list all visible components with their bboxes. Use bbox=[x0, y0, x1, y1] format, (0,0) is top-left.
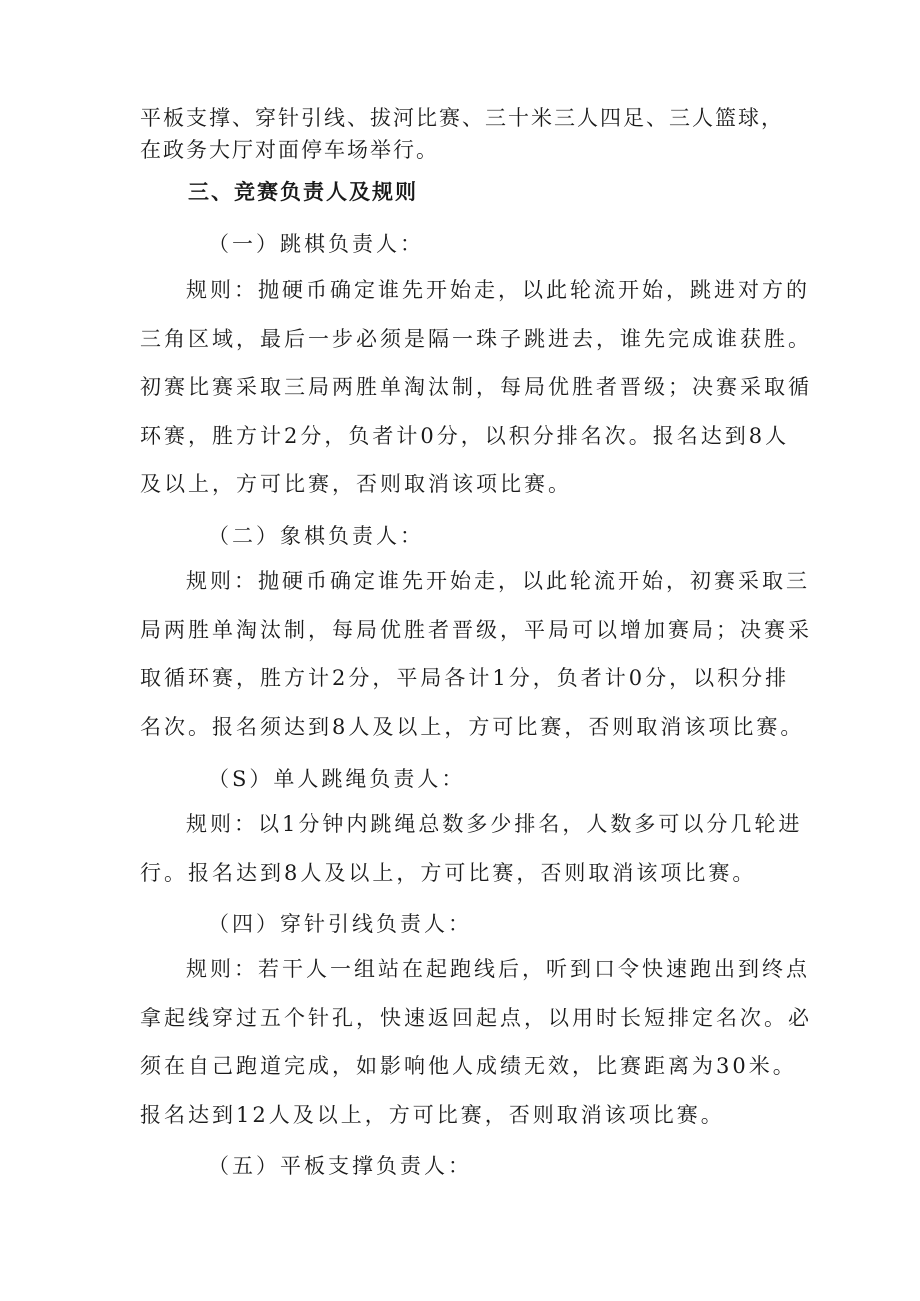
item-heading-tiaosheng: （S）单人跳绳负责人： bbox=[208, 767, 466, 791]
rule-line: 规则：若干人一组站在起跑线后，听到口令快速跑出到终点 bbox=[186, 957, 810, 981]
section-heading: 三、竞赛负责人及规则 bbox=[188, 180, 418, 204]
rule-line: 取循环赛，胜方计2分，平局各计1分，负者计0分，以积分排 bbox=[140, 666, 790, 690]
rule-line: 拿起线穿过五个针孔，快速返回起点，以用时长短排定名次。必 bbox=[140, 1005, 812, 1030]
item-heading-chuanzhen: （四）穿针引线负责人： bbox=[208, 912, 472, 936]
rule-line: 须在自己跑道完成，如影响他人成绩无效，比赛距离为30米。 bbox=[140, 1054, 797, 1078]
rule-line: 报名达到12人及以上，方可比赛，否则取消该项比赛。 bbox=[140, 1102, 725, 1127]
rule-line: 名次。报名须达到8人及以上，方可比赛，否则取消该项比赛。 bbox=[140, 714, 805, 739]
intro-paragraph bbox=[140, 102, 800, 166]
rule-paragraph-tiaoqi bbox=[140, 266, 810, 509]
rule-line: 规则：抛硬币确定谁先开始走，以此轮流开始，初赛采取三 bbox=[186, 569, 810, 593]
item-heading-xiangqi: （二）象棋负责人： bbox=[208, 524, 424, 548]
intro-line: 在政务大厅对面停车场举行。 bbox=[140, 138, 439, 162]
rule-line: 及以上，方可比赛，否则取消该项比赛。 bbox=[140, 472, 572, 496]
rule-line: 三角区域，最后一步必须是隔一珠子跳进去，谁先完成谁获胜。 bbox=[140, 326, 812, 351]
rule-paragraph-chuanzhen bbox=[140, 945, 810, 1139]
item-heading-tiaoqi: （一）跳棋负责人： bbox=[208, 232, 424, 256]
rule-line: 环赛，胜方计2分，负者计0分，以积分排名次。报名达到8人 bbox=[140, 423, 790, 448]
rule-paragraph-tiaosheng bbox=[140, 800, 810, 897]
rule-line: 规则：以1分钟内跳绳总数多少排名，人数多可以分几轮进 bbox=[186, 812, 803, 836]
rule-line: 局两胜单淘汰制，每局优胜者晋级，平局可以增加赛局；决赛采 bbox=[140, 617, 812, 642]
rule-paragraph-xiangqi bbox=[140, 557, 810, 751]
item-heading-pingban: （五）平板支撑负责人： bbox=[208, 1154, 472, 1178]
intro-line: 平板支撑、穿针引线、拔河比赛、三十米三人四足、三人篮球， bbox=[140, 106, 784, 130]
rule-line: 行。报名达到8人及以上，方可比赛，否则取消该项比赛。 bbox=[140, 860, 757, 885]
rule-line: 初赛比赛采取三局两胜单淘汰制，每局优胜者晋级；决赛采取循 bbox=[140, 375, 812, 399]
rule-line: 规则：抛硬币确定谁先开始走，以此轮流开始，跳进对方的 bbox=[186, 278, 810, 302]
